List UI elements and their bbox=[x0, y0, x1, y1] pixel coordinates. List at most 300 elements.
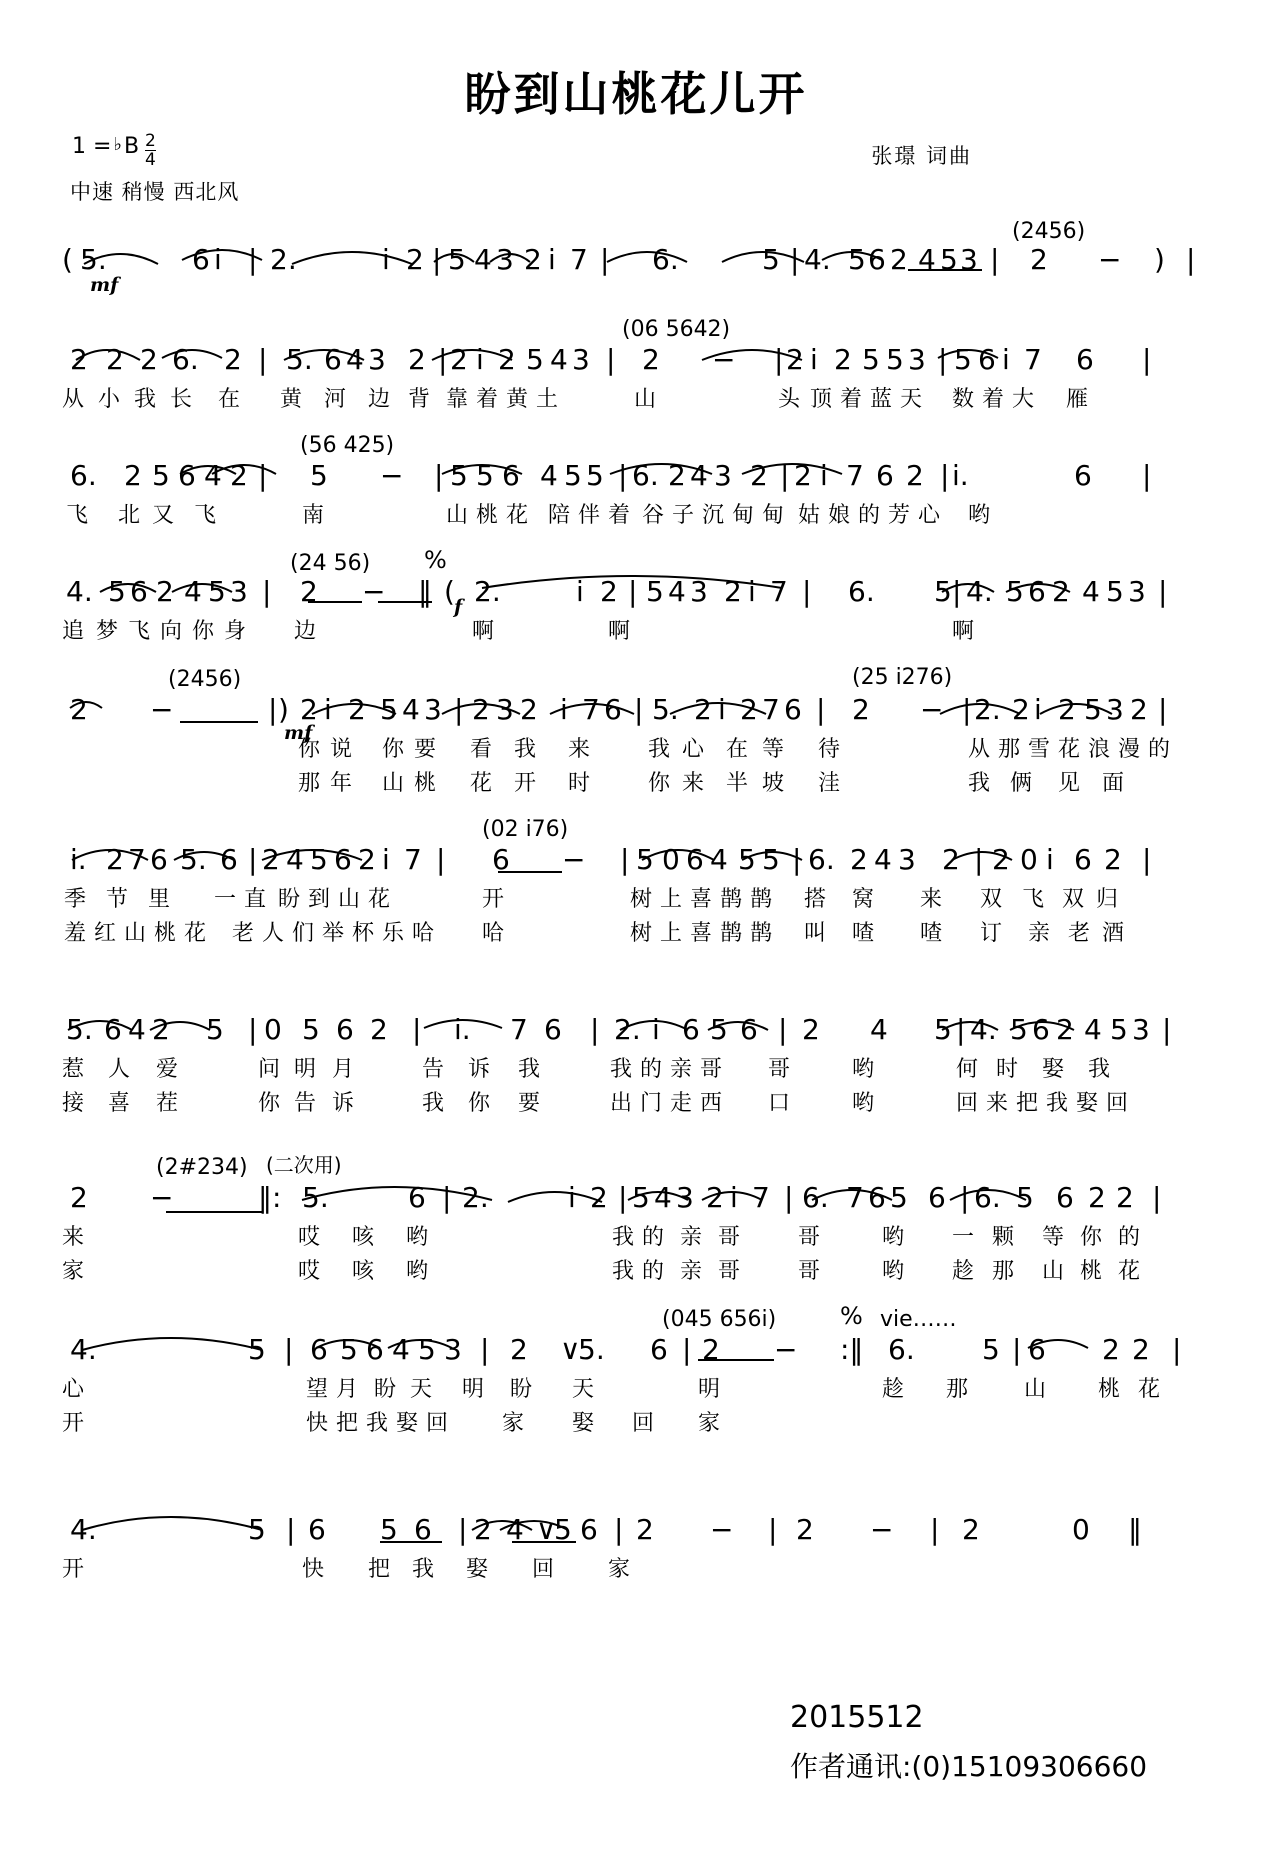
lyric-syllable: 要 bbox=[518, 1091, 541, 1116]
barline: | bbox=[262, 575, 272, 608]
note: 5 bbox=[890, 1181, 908, 1214]
lyric-syllable: 桃 bbox=[1080, 1259, 1103, 1284]
lyric-syllable: 花 bbox=[184, 921, 207, 946]
note: 6 bbox=[978, 343, 996, 376]
lyric-syllable: 惹 bbox=[62, 1057, 85, 1082]
lyric-syllable: 甸 bbox=[732, 503, 755, 528]
note: 7 bbox=[762, 693, 780, 726]
note: 6. bbox=[172, 343, 199, 376]
lyric-syllable: 来 bbox=[986, 1091, 1009, 1116]
lyric-syllable: 出 bbox=[610, 1091, 633, 1116]
note: 2 bbox=[348, 693, 366, 726]
note: 6 bbox=[868, 1181, 886, 1214]
note: 4 bbox=[286, 843, 304, 876]
note: 2 bbox=[1030, 243, 1048, 276]
lyric-syllable: 开 bbox=[482, 887, 505, 912]
lyric-syllable: 门 bbox=[640, 1091, 663, 1116]
note: 3 bbox=[714, 459, 732, 492]
system-10 bbox=[62, 1500, 1212, 1586]
note: 0 bbox=[1020, 843, 1038, 876]
note: 2 bbox=[408, 343, 426, 376]
flat-symbol: ♭ bbox=[113, 134, 122, 155]
dynamic-mf: mf bbox=[284, 722, 313, 744]
lyric-syllable: 哈 bbox=[412, 921, 435, 946]
note: 5 bbox=[418, 1333, 436, 1366]
note: 2 bbox=[906, 459, 924, 492]
note: 2 bbox=[450, 343, 468, 376]
note: i bbox=[324, 693, 332, 726]
lyric-syllable: 我 bbox=[612, 1259, 635, 1284]
note: 5. bbox=[578, 1333, 605, 1366]
note: 0 bbox=[1072, 1513, 1090, 1546]
note: i. bbox=[454, 1013, 471, 1046]
key-name: B bbox=[123, 134, 140, 159]
lyric-syllable: 回 bbox=[532, 1557, 555, 1582]
note: 0 bbox=[662, 843, 680, 876]
note: 6 bbox=[130, 575, 148, 608]
barline: | bbox=[268, 693, 278, 726]
lyric-syllable: 从 bbox=[62, 387, 85, 412]
lyric-syllable: 年 bbox=[330, 771, 353, 796]
note: 2 bbox=[1058, 693, 1076, 726]
note: 4. bbox=[70, 1333, 97, 1366]
note: 4 bbox=[474, 243, 492, 276]
lyric-syllable: 告 bbox=[294, 1091, 317, 1116]
barline: | bbox=[434, 459, 444, 492]
note: 5 bbox=[450, 459, 468, 492]
note: 5 bbox=[310, 459, 328, 492]
barline: | bbox=[792, 843, 802, 876]
note: 6 bbox=[366, 1333, 384, 1366]
note: 2 bbox=[600, 575, 618, 608]
note: 4. bbox=[970, 1013, 997, 1046]
lyric-syllable: 花 bbox=[368, 887, 391, 912]
system-3-lyrics bbox=[62, 498, 1212, 532]
lyric-syllable: 节 bbox=[106, 887, 129, 912]
lyric-syllable: 你 bbox=[298, 737, 321, 762]
note: i bbox=[382, 843, 390, 876]
lyric-syllable: 接 bbox=[62, 1091, 85, 1116]
note: 2. bbox=[614, 1013, 641, 1046]
vie-annotation: vie…… bbox=[880, 1307, 957, 1332]
lyric-syllable: 山 bbox=[1042, 1259, 1065, 1284]
lyric-syllable: 谷 bbox=[642, 503, 665, 528]
system-5-notes bbox=[62, 665, 1212, 744]
lyric-syllable: 亲 bbox=[670, 1057, 693, 1082]
note: 5 bbox=[738, 843, 756, 876]
lyric-syllable: 啊 bbox=[952, 619, 975, 644]
barline: | bbox=[248, 1013, 258, 1046]
lyric-syllable: 桃 bbox=[1098, 1377, 1121, 1402]
lyric-syllable: 告 bbox=[422, 1057, 445, 1082]
system-4-notes bbox=[62, 546, 1212, 618]
lyric-syllable: 来 bbox=[568, 737, 591, 762]
lyric-syllable: 天 bbox=[900, 387, 923, 412]
ossia-annotation: (24 56) bbox=[290, 551, 371, 576]
time-signature-numerator: 2 bbox=[145, 131, 156, 151]
lyric-syllable: 回 bbox=[426, 1411, 449, 1436]
note: 6. bbox=[802, 1181, 829, 1214]
note: 7 bbox=[846, 459, 864, 492]
lyric-syllable: 喳 bbox=[920, 921, 943, 946]
lyric-syllable: 们 bbox=[292, 921, 315, 946]
note: 2 bbox=[300, 693, 318, 726]
lyric-syllable: 喳 bbox=[852, 921, 875, 946]
note: 2 bbox=[1088, 1181, 1106, 1214]
barline: | bbox=[628, 575, 638, 608]
lyric-syllable: 花 bbox=[470, 771, 493, 796]
ossia-annotation: (2456) bbox=[168, 667, 242, 692]
note: 5. bbox=[302, 1181, 329, 1214]
barline: | bbox=[682, 1333, 692, 1366]
note: 6 bbox=[492, 843, 510, 876]
note: 6 bbox=[502, 459, 520, 492]
barline: | bbox=[790, 243, 800, 276]
system-2-lyrics bbox=[62, 382, 1212, 416]
note: 5. bbox=[286, 343, 313, 376]
lyric-syllable: 举 bbox=[322, 921, 345, 946]
ossia-annotation: (2456) bbox=[1012, 219, 1086, 244]
note: 6 bbox=[334, 843, 352, 876]
note: 2 bbox=[1102, 1333, 1120, 1366]
lyric-syllable: 何 bbox=[956, 1057, 979, 1082]
note: 5. bbox=[652, 693, 679, 726]
note: 5 bbox=[1016, 1181, 1034, 1214]
lyric-syllable: 娘 bbox=[828, 503, 851, 528]
barline: | bbox=[442, 1181, 452, 1214]
note: 5 bbox=[954, 343, 972, 376]
lyric-syllable: 哎 bbox=[298, 1259, 321, 1284]
note: 4 bbox=[690, 459, 708, 492]
barline: | bbox=[778, 1013, 788, 1046]
barline: | bbox=[1142, 459, 1152, 492]
lyric-syllable: 哟 bbox=[882, 1259, 905, 1284]
note: i bbox=[820, 459, 828, 492]
lyric-syllable: 飞 bbox=[128, 619, 151, 644]
note: 2 bbox=[942, 843, 960, 876]
lyric-syllable: 娶 bbox=[466, 1557, 489, 1582]
note: 7 bbox=[1024, 343, 1042, 376]
lyric-syllable: 要 bbox=[414, 737, 437, 762]
barline: | bbox=[618, 459, 628, 492]
lyric-syllable: 山 bbox=[1024, 1377, 1047, 1402]
dynamic-f: f bbox=[454, 596, 463, 618]
lyric-syllable: 姑 bbox=[798, 503, 821, 528]
barline: | bbox=[940, 459, 950, 492]
lyric-syllable: 娶 bbox=[1076, 1091, 1099, 1116]
note: 6 bbox=[580, 1513, 598, 1546]
note: 6 bbox=[650, 1333, 668, 1366]
note: 2 bbox=[262, 843, 280, 876]
lyric-syllable: 娶 bbox=[1042, 1057, 1065, 1082]
barline: | bbox=[600, 243, 610, 276]
lyric-syllable: 飞 bbox=[1022, 887, 1045, 912]
lyric-syllable: 头 bbox=[778, 387, 801, 412]
note: 2 bbox=[642, 343, 660, 376]
lyric-syllable: 俩 bbox=[1010, 771, 1033, 796]
note: 4 bbox=[870, 1013, 888, 1046]
author-contact: 作者通讯:(0)15109306660 bbox=[790, 1750, 1148, 1783]
note: 4 bbox=[540, 459, 558, 492]
barline-double: ‖ bbox=[418, 575, 432, 608]
note: i bbox=[652, 1013, 660, 1046]
lyric-syllable: 着 bbox=[608, 503, 631, 528]
barline: | bbox=[258, 459, 268, 492]
lyric-syllable: 伴 bbox=[578, 503, 601, 528]
note: 5 bbox=[886, 343, 904, 376]
lyric-syllable: 盼 bbox=[278, 887, 301, 912]
breath-mark: ∨ bbox=[560, 1333, 581, 1366]
note: 2 bbox=[1052, 575, 1070, 608]
lyric-syllable: 见 bbox=[1058, 771, 1081, 796]
note: 7 bbox=[846, 1181, 864, 1214]
ossia-annotation: (02 i76) bbox=[482, 817, 569, 842]
second-time-note: (二次用) bbox=[266, 1153, 342, 1177]
lyric-syllable: 浪 bbox=[1088, 737, 1111, 762]
note: 6 bbox=[308, 1513, 326, 1546]
lyric-syllable: 天 bbox=[572, 1377, 595, 1402]
note: 2 bbox=[224, 343, 242, 376]
lyric-syllable: 花 bbox=[1118, 1259, 1141, 1284]
barline: | bbox=[930, 1513, 940, 1546]
note: 7 bbox=[582, 693, 600, 726]
lyric-syllable: 啊 bbox=[608, 619, 631, 644]
note: 2 bbox=[890, 243, 908, 276]
lyric-syllable: 盼 bbox=[510, 1377, 533, 1402]
lyric-syllable: 喜 bbox=[690, 887, 713, 912]
note: 4 bbox=[204, 459, 222, 492]
lyric-syllable: 啊 bbox=[472, 619, 495, 644]
note: 5 bbox=[152, 459, 170, 492]
note: 5 bbox=[476, 459, 494, 492]
lyric-syllable: 一 bbox=[952, 1225, 975, 1250]
system-10-notes bbox=[62, 1500, 1212, 1552]
note: i bbox=[730, 1181, 738, 1214]
note: 2 bbox=[724, 575, 742, 608]
ossia-annotation: (56 425) bbox=[300, 433, 395, 458]
note: 2 bbox=[834, 343, 852, 376]
lyric-syllable: 北 bbox=[118, 503, 141, 528]
lyric-syllable: 飞 bbox=[194, 503, 217, 528]
barline: | bbox=[248, 243, 258, 276]
note: 4. bbox=[804, 243, 831, 276]
note: 2 bbox=[1012, 693, 1030, 726]
lyric-syllable: 杯 bbox=[352, 921, 375, 946]
ossia-annotation: (045 656i) bbox=[662, 1307, 777, 1332]
lyric-syllable: 红 bbox=[94, 921, 117, 946]
note: 2 bbox=[590, 1181, 608, 1214]
note: 6. bbox=[808, 843, 835, 876]
final-barline: ‖ bbox=[1128, 1513, 1142, 1546]
system-6-lyrics-verse-1 bbox=[62, 882, 1212, 916]
lyric-syllable: 又 bbox=[152, 503, 175, 528]
lyric-syllable: 芳 bbox=[888, 503, 911, 528]
note: 6 bbox=[1056, 1181, 1074, 1214]
lyric-syllable: 子 bbox=[672, 503, 695, 528]
lyric-syllable: 归 bbox=[1096, 887, 1119, 912]
lyric-syllable: 上 bbox=[660, 887, 683, 912]
note: 5 bbox=[380, 693, 398, 726]
repeat-end: :‖ bbox=[840, 1333, 864, 1366]
barline: | bbox=[1162, 1013, 1172, 1046]
lyric-syllable: 哥 bbox=[798, 1225, 821, 1250]
lyric-syllable: 小 bbox=[98, 387, 121, 412]
system-9-lyrics-verse-1 bbox=[62, 1372, 1212, 1406]
note: 4 bbox=[1084, 1013, 1102, 1046]
note: 5 bbox=[208, 575, 226, 608]
note: 2 bbox=[1056, 1013, 1074, 1046]
lyric-syllable: 娶 bbox=[572, 1411, 595, 1436]
lyric-syllable: 你 bbox=[192, 619, 215, 644]
lyric-syllable: 靠 bbox=[446, 387, 469, 412]
note: − bbox=[712, 343, 736, 376]
note: 2 bbox=[750, 459, 768, 492]
note: 5. bbox=[180, 843, 207, 876]
note: 4 bbox=[506, 1513, 524, 1546]
lyric-syllable: 盼 bbox=[374, 1377, 397, 1402]
lyric-syllable: 我 bbox=[422, 1091, 445, 1116]
lyric-syllable: 走 bbox=[670, 1091, 693, 1116]
barline: | bbox=[620, 843, 630, 876]
lyric-syllable: 鹊 bbox=[750, 921, 773, 946]
note: 6 bbox=[408, 1181, 426, 1214]
note: 2 bbox=[498, 343, 516, 376]
note: 5 bbox=[302, 1013, 320, 1046]
note: 2. bbox=[974, 693, 1001, 726]
lyric-syllable: 黄 bbox=[506, 387, 529, 412]
note: 2 bbox=[140, 343, 158, 376]
note: 5 bbox=[1010, 1013, 1028, 1046]
system-6-notes bbox=[62, 817, 1212, 882]
lyric-syllable: 我 bbox=[612, 1225, 635, 1250]
note: 2 bbox=[1130, 693, 1148, 726]
barline: | bbox=[480, 1333, 490, 1366]
note: 4. bbox=[66, 575, 93, 608]
lyric-syllable: 乐 bbox=[382, 921, 405, 946]
note: 6. bbox=[888, 1333, 915, 1366]
note: 2 bbox=[474, 1513, 492, 1546]
lyric-syllable: 明 bbox=[698, 1377, 721, 1402]
lyric-syllable: 我 bbox=[366, 1411, 389, 1436]
lyric-syllable: 沉 bbox=[702, 503, 725, 528]
note: 6 bbox=[740, 1013, 758, 1046]
note: 3 bbox=[676, 1181, 694, 1214]
lyric-syllable: 你 bbox=[382, 737, 405, 762]
note: 2 bbox=[300, 575, 318, 608]
lyric-syllable: 哟 bbox=[406, 1225, 429, 1250]
lyric-syllable: 等 bbox=[1042, 1225, 1065, 1250]
note: 2 bbox=[510, 1333, 528, 1366]
barline: | bbox=[1158, 693, 1168, 726]
barline: | bbox=[248, 843, 258, 876]
lyric-syllable: 飞 bbox=[66, 503, 89, 528]
system-5-lyrics-verse-2 bbox=[62, 766, 1212, 800]
lyric-syllable: 那 bbox=[992, 1259, 1015, 1284]
note: 7 bbox=[510, 1013, 528, 1046]
barline: | bbox=[956, 1013, 966, 1046]
lyric-syllable: 从 bbox=[968, 737, 991, 762]
note: 3 bbox=[230, 575, 248, 608]
lyric-syllable: 双 bbox=[980, 887, 1003, 912]
lyric-syllable: 快 bbox=[302, 1557, 325, 1582]
note: 2 bbox=[802, 1013, 820, 1046]
note: 7 bbox=[770, 575, 788, 608]
lyric-syllable: 订 bbox=[980, 921, 1003, 946]
system-8-lyrics-verse-1 bbox=[62, 1220, 1212, 1254]
lyric-syllable: 我 bbox=[514, 737, 537, 762]
lyric-syllable: 叫 bbox=[804, 921, 827, 946]
note: 6 bbox=[1074, 459, 1092, 492]
note: 2 bbox=[850, 843, 868, 876]
barline: | bbox=[286, 1513, 296, 1546]
barline: | bbox=[1012, 1333, 1022, 1366]
note: 2 bbox=[106, 343, 124, 376]
lyric-syllable: 的 bbox=[640, 1057, 663, 1082]
lyric-syllable: 家 bbox=[698, 1411, 721, 1436]
note: 2 bbox=[70, 693, 88, 726]
lyric-syllable: 着 bbox=[840, 387, 863, 412]
lyric-syllable: 甸 bbox=[762, 503, 785, 528]
note: i bbox=[568, 1181, 576, 1214]
lyric-syllable: 桃 bbox=[154, 921, 177, 946]
barline: | bbox=[816, 693, 826, 726]
barline: | bbox=[458, 1513, 468, 1546]
note: 5 bbox=[248, 1333, 266, 1366]
lyric-syllable: 你 bbox=[1080, 1225, 1103, 1250]
lyric-syllable: 我 bbox=[968, 771, 991, 796]
system-8 bbox=[62, 1153, 1212, 1288]
repeat-start: ‖: bbox=[258, 1181, 282, 1214]
lyric-syllable: 哥 bbox=[718, 1225, 741, 1250]
note: i bbox=[1046, 843, 1054, 876]
lyric-syllable: 把 bbox=[368, 1557, 391, 1582]
note: 2 bbox=[520, 693, 538, 726]
note: 2 bbox=[668, 459, 686, 492]
lyric-syllable: 望 bbox=[306, 1377, 329, 1402]
note: 4 bbox=[402, 693, 420, 726]
lyric-syllable: 亲 bbox=[680, 1259, 703, 1284]
barline: | bbox=[1158, 575, 1168, 608]
note: 5 bbox=[1006, 575, 1024, 608]
system-7-notes bbox=[62, 1000, 1212, 1052]
lyric-syllable: 哥 bbox=[718, 1259, 741, 1284]
note: 4 bbox=[918, 243, 936, 276]
note: 4 bbox=[710, 843, 728, 876]
note: 6 bbox=[178, 459, 196, 492]
note: i bbox=[382, 243, 390, 276]
barline: | bbox=[1186, 243, 1196, 276]
note: 2 bbox=[472, 693, 490, 726]
lyric-syllable: 漫 bbox=[1118, 737, 1141, 762]
system-9 bbox=[62, 1302, 1212, 1440]
note: 2 bbox=[106, 843, 124, 876]
lyric-syllable: 一 bbox=[214, 887, 237, 912]
barline: | bbox=[1152, 1181, 1162, 1214]
note: 5 bbox=[380, 1513, 398, 1546]
note: ) bbox=[278, 693, 289, 726]
note: 5 bbox=[934, 1013, 952, 1046]
barline: | bbox=[802, 575, 812, 608]
note: 6 bbox=[544, 1013, 562, 1046]
system-10-lyrics bbox=[62, 1552, 1212, 1586]
lyric-syllable: 娶 bbox=[396, 1411, 419, 1436]
barline: | bbox=[436, 843, 446, 876]
note: 5 bbox=[636, 843, 654, 876]
note: 2 bbox=[70, 343, 88, 376]
barline: | bbox=[454, 693, 464, 726]
note: 4 bbox=[550, 343, 568, 376]
barline: | bbox=[1142, 843, 1152, 876]
